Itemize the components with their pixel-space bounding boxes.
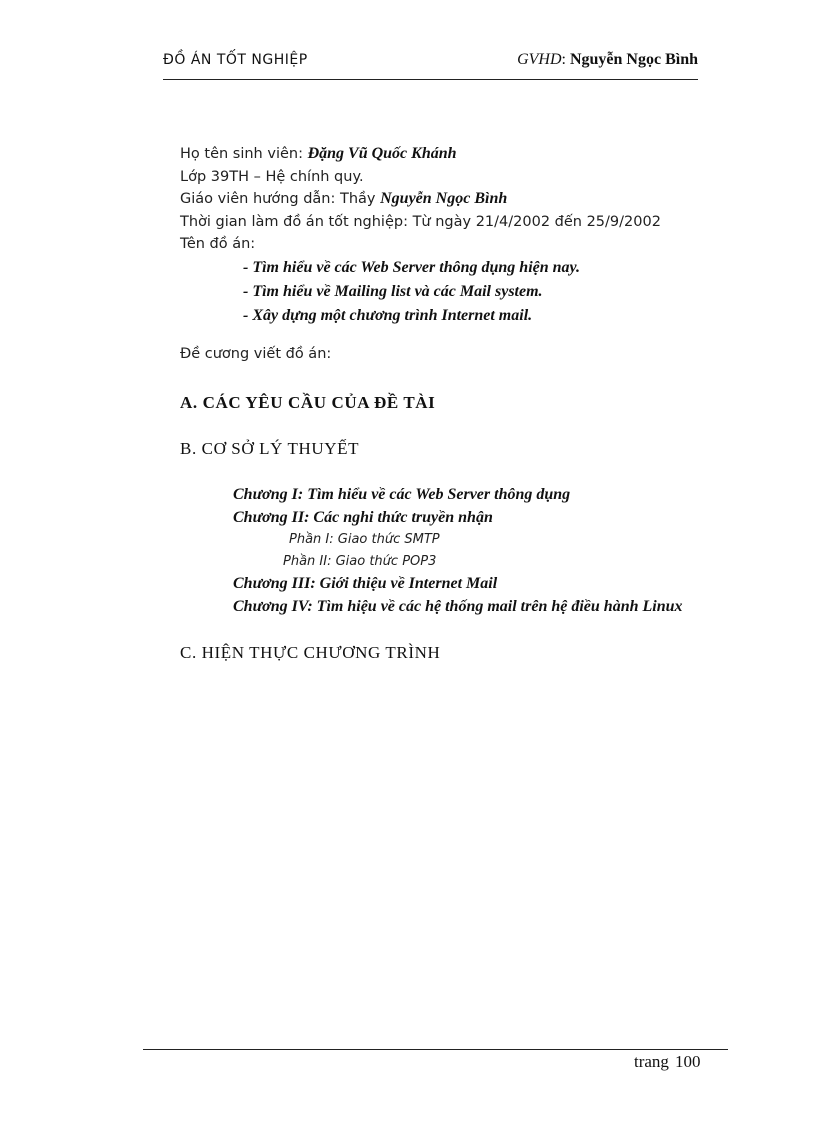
chapter-2-part-2: Phần II: Giao thức POP3 [283, 554, 437, 569]
header-divider [163, 79, 698, 80]
topic-item: - Tìm hiểu về các Web Server thông dụng hiện nay. [243, 259, 581, 276]
topic-item: - Tìm hiểu về Mailing list và các Mail system. [243, 283, 543, 300]
chapter-2: Chương II: Các nghi thức truyền nhận [233, 508, 493, 526]
student-info [180, 143, 740, 256]
section-c-heading: C. HIỆN THỰC CHƯƠNG TRÌNH [180, 643, 441, 662]
page-footer [634, 1052, 700, 1072]
topic-label: Tên đồ án: [180, 236, 256, 252]
chapter-list [233, 484, 683, 618]
header-advisor-name: Nguyễn Ngọc Bình [569, 51, 698, 68]
chapter-3: Chương III: Giới thiệu về Internet Mail [233, 575, 498, 592]
chapter-2-part-1: Phần I: Giao thức SMTP [289, 532, 440, 547]
advisor-label: Giáo viên hướng dẫn: Thầy [180, 191, 381, 207]
footer-divider [143, 1049, 728, 1050]
header-advisor-separator: : [561, 51, 570, 68]
advisor-name: Nguyễn Ngọc Bình [380, 190, 508, 207]
outline-label: Đề cương viết đồ án: [180, 346, 332, 362]
header-advisor [517, 51, 698, 69]
student-label: Họ tên sinh viên: [180, 146, 308, 162]
student-line [180, 143, 740, 166]
student-name: Đặng Vũ Quốc Khánh [307, 145, 457, 162]
header-advisor-label: GVHD [517, 51, 562, 68]
footer-label: trang [634, 1052, 669, 1071]
time-line: Thời gian làm đồ án tốt nghiệp: Từ ngày 21/4/2002 đến 25/9/2002 [180, 213, 661, 230]
section-a-heading: A. CÁC YÊU CẦU CỦA ĐỀ TÀI [180, 393, 436, 412]
topic-list [243, 256, 580, 328]
page-header [163, 48, 698, 78]
topic-item: - Xây dựng một chương trình Internet mail. [243, 307, 533, 324]
chapter-4: Chương IV: Tìm hiệu về các hệ thống mail trên hệ điều hành Linux [233, 597, 683, 615]
header-title: ĐỒ ÁN TỐT NGHIỆP [163, 52, 308, 68]
advisor-line [180, 188, 740, 211]
chapter-1: Chương I: Tìm hiểu về các Web Server thông dụng [233, 486, 571, 503]
page-number: 100 [674, 1052, 701, 1071]
class-line: Lớp 39TH – Hệ chính quy. [180, 168, 364, 185]
section-b-heading: B. CƠ SỞ LÝ THUYẾT [180, 439, 360, 458]
